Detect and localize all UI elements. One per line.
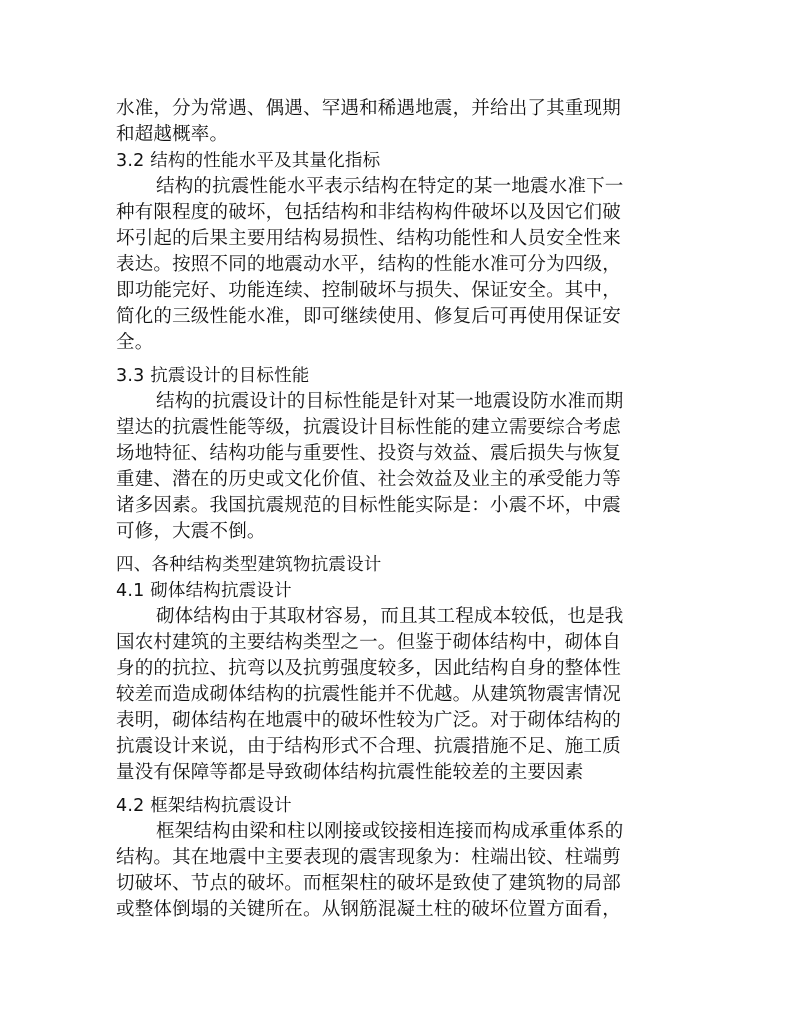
- paragraph-line: 简化的三级性能水准，即可继续使用、修复后可再使用保证安: [116, 306, 621, 327]
- paragraph-line: 抗震设计来说，由于结构形式不合理、抗震措施不足、施工质: [116, 736, 621, 757]
- paragraph-line: 即功能完好、功能连续、控制破坏与损失、保证安全。其中，: [116, 280, 621, 301]
- chapter-heading-4: 四、各种结构类型建筑物抗震设计: [116, 555, 382, 575]
- paragraph-line: 切破坏、节点的破坏。而框架柱的破坏是致使了建筑物的局部: [116, 873, 621, 894]
- paragraph-line: 和超越概率。: [116, 124, 229, 145]
- paragraph-line: 结构的抗震设计的目标性能是针对某一地震设防水准而期: [156, 391, 624, 412]
- paragraph-line: 较差而造成砌体结构的抗震性能并不优越。从建筑物震害情况: [116, 684, 621, 705]
- paragraph-line: 框架结构由梁和柱以刚接或铰接相连接而构成承重体系的: [156, 821, 624, 842]
- section-heading-4-2: 4.2 框架结构抗震设计: [116, 796, 292, 816]
- paragraph-line: 可修，大震不倒。: [116, 521, 266, 542]
- section-heading-3-2: 3.2 结构的性能水平及其量化指标: [116, 151, 381, 171]
- section-heading-4-1: 4.1 砌体结构抗震设计: [116, 581, 292, 601]
- paragraph-line: 或整体倒塌的关键所在。从钢筋混凝土柱的破坏位置方面看，: [116, 899, 621, 920]
- paragraph-line: 身的的抗拉、抗弯以及抗剪强度较多，因此结构自身的整体性: [116, 658, 621, 679]
- paragraph-line: 全。: [116, 332, 154, 353]
- paragraph-line: 砌体结构由于其取材容易，而且其工程成本较低，也是我: [156, 606, 624, 627]
- section-heading-3-3: 3.3 抗震设计的目标性能: [116, 366, 310, 386]
- paragraph-line: 诸多因素。我国抗震规范的目标性能实际是：小震不坏，中震: [116, 495, 621, 516]
- paragraph-line: 场地特征、结构功能与重要性、投资与效益、震后损失与恢复: [116, 443, 621, 464]
- paragraph-line: 结构的抗震性能水平表示结构在特定的某一地震水准下一: [156, 176, 624, 197]
- paragraph-line: 坏引起的后果主要用结构易损性、结构功能性和人员安全性来: [116, 228, 621, 249]
- paragraph-line: 量没有保障等都是导致砌体结构抗震性能较差的主要因素: [116, 762, 584, 783]
- paragraph-line: 望达的抗震性能等级，抗震设计目标性能的建立需要综合考虑: [116, 417, 621, 438]
- paragraph-line: 表达。按照不同的地震动水平，结构的性能水准可分为四级，: [116, 254, 621, 275]
- paragraph-line: 国农村建筑的主要结构类型之一。但鉴于砌体结构中，砌体自: [116, 632, 621, 653]
- paragraph-line: 重建、潜在的历史或文化价值、社会效益及业主的承受能力等: [116, 469, 621, 490]
- paragraph-line: 水准，分为常遇、偶遇、罕遇和稀遇地震，并给出了其重现期: [116, 98, 621, 119]
- paragraph-line: 表明，砌体结构在地震中的破坏性较为广泛。对于砌体结构的: [116, 710, 621, 731]
- paragraph-line: 结构。其在地震中主要表现的震害现象为：柱端出铰、柱端剪: [116, 847, 621, 868]
- paragraph-line: 种有限程度的破坏，包括结构和非结构构件破坏以及因它们破: [116, 202, 621, 223]
